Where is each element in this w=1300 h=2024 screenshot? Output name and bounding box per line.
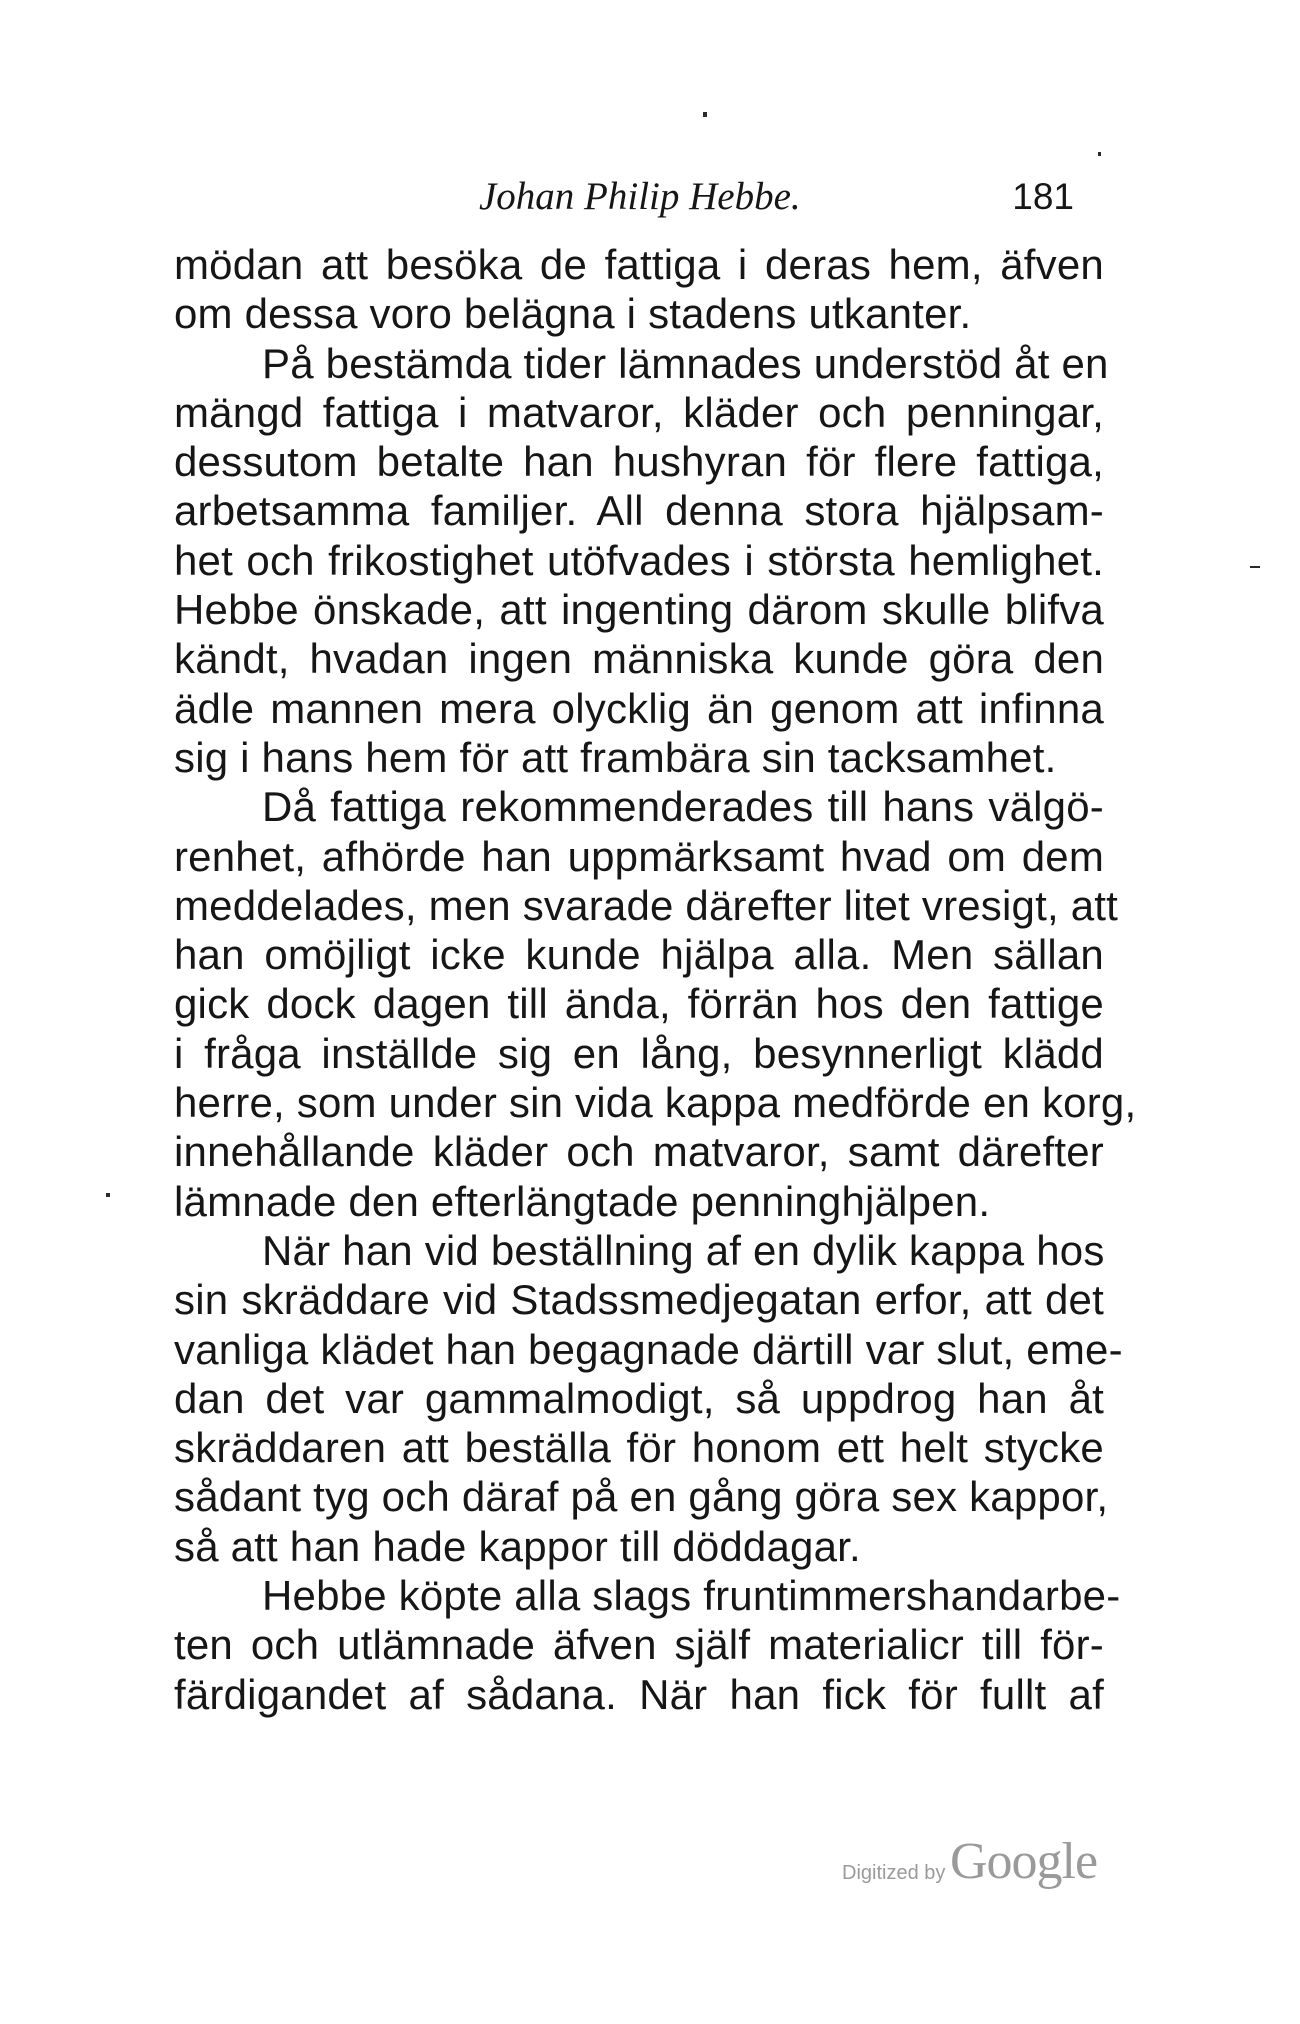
text-line: han omöjligt icke kunde hjälpa alla. Men sällan [174,931,1104,979]
text-line: dan det var gammalmodigt, så uppdrog han åt [174,1374,1104,1422]
text-line: Hebbe köpte alla slags fruntimmershandarbe- [262,1572,1121,1620]
text-line: sin skräddare vid Stadssmedjegatan erfor, att det [174,1276,1104,1324]
text-line: innehållande kläder och matvaror, samt därefter [174,1128,1104,1176]
body-text [174,240,1137,1719]
page-number: 181 [1012,176,1074,217]
text-line: het och frikostighet utöfvades i största hemlighet. [174,536,1104,584]
watermark-prefix: Digitized by [842,1862,946,1884]
text-line: sig i hans hem för att frambära sin tacksamhet. [174,733,1057,781]
text-line: dessutom betalte han hushyran för flere fattiga, [174,438,1104,486]
text-line: skräddaren att beställa för honom ett helt stycke [174,1424,1104,1472]
text-line: ten och utlämnade äfven själf materialicr till för- [174,1621,1104,1669]
page-header [174,168,1074,226]
text-line: sådant tyg och däraf på en gång göra sex kappor, [174,1473,1109,1521]
digitized-by-google-watermark [842,1832,1112,1902]
text-line: När han vid beställning af en dylik kappa hos [262,1226,1105,1274]
running-title: Johan Philip Hebbe. [479,175,801,218]
text-line: vanliga klädet han begagnade därtill var slut, eme- [174,1325,1123,1373]
scan-speck [106,1193,110,1197]
text-line: På bestämda tider lämnades understöd åt en [262,339,1109,387]
text-line: kändt, hvadan ingen människa kunde göra den [174,635,1104,683]
text-line: renhet, afhörde han uppmärksamt hvad om dem [174,832,1104,880]
text-line: Hebbe önskade, att ingenting därom skulle blifva [174,586,1104,634]
text-line: mödan att besöka de fattiga i deras hem, äfven [174,241,1104,288]
text-line: färdigandet af sådana. När han fick för fullt af [174,1670,1104,1718]
text-line: herre, som under sin vida kappa medförde en korg, [174,1079,1137,1127]
text-line: om dessa voro belägna i stadens utkanter. [174,290,972,338]
scan-speck [703,112,707,117]
text-line: lämnade den efterlängtade penninghjälpen. [174,1177,991,1225]
text-line: Då fattiga rekommenderades till hans välgö- [262,783,1104,831]
text-line: ädle mannen mera olycklig än genom att infinna [174,684,1104,732]
text-line: mängd fattiga i matvaror, kläder och penningar, [174,388,1104,436]
google-logo: Google [950,1833,1098,1890]
scan-speck [1250,566,1260,568]
text-line: meddelades, men svarade därefter litet vresigt, att [174,881,1119,929]
text-line: så att han hade kappor till döddagar. [174,1522,861,1570]
text-line: i fråga inställde sig en lång, besynnerligt klädd [174,1029,1104,1077]
text-line: gick dock dagen till ända, förrän hos den fattige [174,980,1104,1028]
text-line: arbetsamma familjer. All denna stora hjälpsam- [174,487,1104,535]
scan-speck [1098,152,1101,156]
